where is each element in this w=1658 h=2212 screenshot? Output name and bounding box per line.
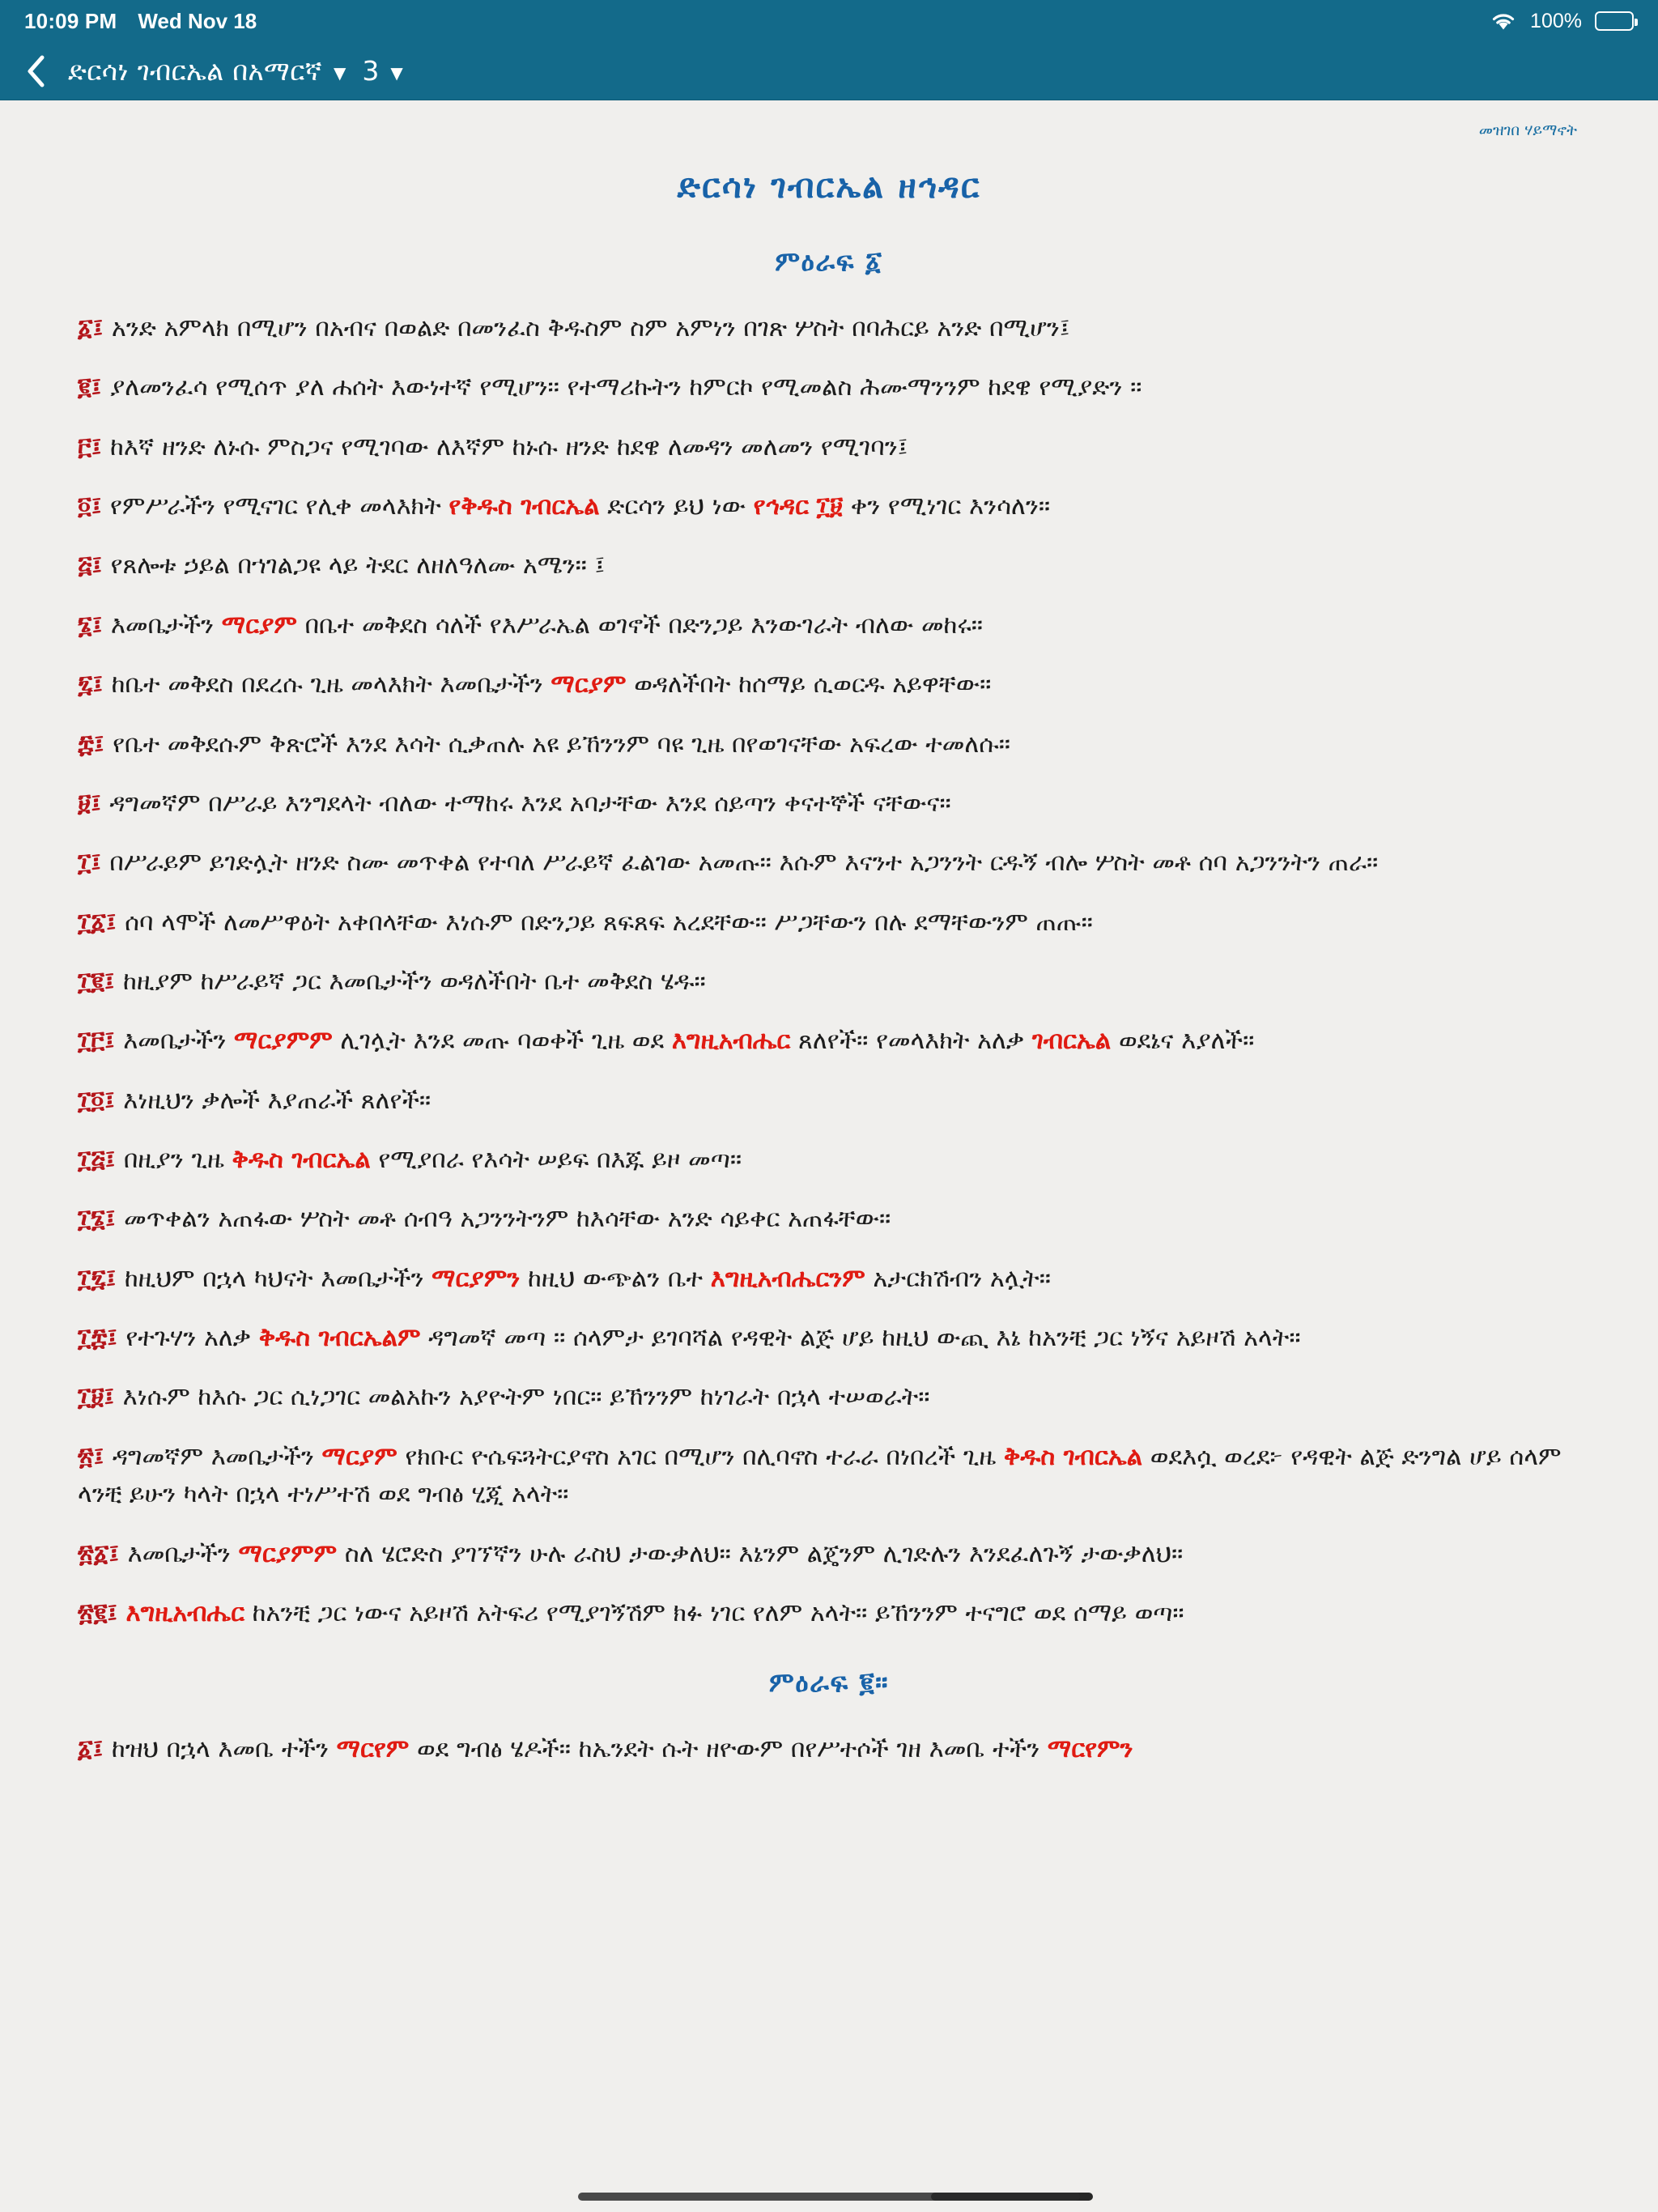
highlighted-term: እግዚአብሔር	[671, 1027, 791, 1056]
verse-paragraph	[78, 488, 1580, 525]
nav-title[interactable]: ድርሳነ ገብርኤል በአማርኛ	[68, 54, 322, 87]
verse-text: ከዚህም በኋላ ካህናት እመቤታችን ማርያምን ከዚህ ውጭልን ቤተ እግዚአብሔርንም አታርክሽብን አሏት።	[124, 1264, 1051, 1293]
status-bar	[0, 0, 1658, 42]
verse-paragraph	[78, 1142, 1580, 1179]
verse-paragraph	[78, 1083, 1580, 1120]
verse-paragraph	[78, 666, 1580, 704]
verse-paragraph	[78, 607, 1580, 644]
verse-text: እግዚአብሔር ከአንቺ ጋር ነውና አይዞሽ አትፍሪ የሚያገኝሽም ክፉ ነገር የለም አላት። ይኸንንም ተናግሮ ወደ ሰማይ ወጣ።	[125, 1598, 1184, 1627]
highlighted-term: የቅዱስ ገብርኤል	[449, 492, 600, 521]
page-number[interactable]: 3	[362, 55, 380, 87]
document-page	[0, 100, 1658, 1769]
verse-text: ሰባ ላሞች ለመሥዋዕት አቀበላቸው እነሱም በድንጋይ ጸፍጸፍ አረደቸው። ሥጋቸውን በሉ ደማቸውንም ጠጡ።	[125, 908, 1093, 937]
verse-number: ፲፪፤	[78, 967, 124, 996]
verse-paragraph	[78, 904, 1580, 942]
back-button[interactable]	[23, 50, 50, 92]
document-body	[78, 245, 1580, 1769]
verse-paragraph	[78, 1201, 1580, 1238]
verse-number: ፯፤	[78, 670, 112, 700]
status-time: 10:09 PM	[24, 8, 117, 33]
verse-number: ፭፤	[78, 551, 111, 581]
section-heading: ምዕራፍ ፪።	[768, 1666, 890, 1699]
document-title: ድርሳነ ገብርኤል ዘኅዳር	[677, 167, 981, 206]
verse-text: የጸሎቱ ኃይል በኀገልጋዩ ላይ ትደር ለዘለዓለሙ አሜን። ፤	[110, 551, 606, 581]
highlighted-term: የኅዳር	[753, 492, 809, 521]
verse-text: ያለመንፈሳ የሚሰጥ ያለ ሐሰት እውነተኛ የሚሆን፡፡ የተማሪኩትን ከምርኮ የሚመልስ ሕሙማንንም ከደዌ የሚያድን ፡፡	[109, 373, 1142, 402]
header-note: መዝገበ ሃይማኖት	[1478, 121, 1577, 139]
verse-paragraph	[78, 963, 1580, 1001]
highlighted-term: ማርያምን	[432, 1264, 521, 1293]
verse-number: ፲፯፤	[78, 1264, 125, 1293]
verse-number: ፲፬፤	[78, 1086, 124, 1115]
verse-paragraph	[78, 369, 1580, 406]
highlighted-term: ቅዱስ ገብርኤል	[1003, 1442, 1143, 1471]
verse-number: ፲፰፤	[78, 1324, 126, 1353]
verse-paragraph	[78, 1320, 1580, 1357]
verse-number: ፬፤	[78, 492, 110, 521]
verse-paragraph	[78, 1261, 1580, 1298]
verse-number: ፰፤	[78, 730, 113, 759]
highlighted-term: ማርያም	[221, 610, 297, 640]
highlighted-term: ማርያም	[321, 1442, 397, 1471]
highlighted-term: ቅዱስ ገብርኤል	[232, 1146, 371, 1175]
chevron-down-icon-page[interactable]: ▼	[390, 62, 403, 83]
verse-text: እመቤታችን ማርያም በቤተ መቅደስ ሳለች የእሥራኤል ወገኖች በድንጋይ እንውገራት ብለው መከሩ።	[110, 610, 983, 640]
verse-number: ፳፤	[78, 1442, 113, 1471]
highlighted-term: ማርየም	[336, 1735, 410, 1764]
verse-text: የቤተ መቅደሱም ቅጽሮች እንደ እሳት ሲቃጠሉ አዩ ይኸንንም ባዩ ጊዜ በየወገናቸው አፍረው ተመለሱ።	[113, 730, 1010, 759]
highlighted-term: ማርያምም	[238, 1539, 338, 1568]
highlighted-term: እግዚአብሔርንም	[710, 1264, 865, 1293]
verse-number: ፳፩፤	[78, 1539, 128, 1568]
status-date: Wed Nov 18	[138, 8, 257, 33]
verse-text: እነዚህን ቃሎች እያጠራች ጸለየች።	[123, 1086, 432, 1115]
verse-text: መጥቀልን አጠፋው ሦስት መቶ ሰብዓ አጋንንትንም ከእሳቸው አንድ ሳይቀር አጠፋቸው።	[124, 1205, 891, 1234]
verse-number: ፩፤	[78, 314, 112, 342]
nav-bar	[0, 42, 1658, 100]
verse-text: እመቤታችን ማርያምም ሊገሏት እንደ መጡ ባወቀች ጊዜ ወደ እግዚአብሔር ጸለየች። የመላእክት አለቃ ገብርኤል ወደኔና እያለች።	[123, 1027, 1255, 1056]
verse-number: ፲፩፤	[78, 908, 125, 937]
verse-number: ፳፪፤	[78, 1598, 126, 1627]
verse-text: በዚያን ጊዜ ቅዱስ ገብርኤል የሚያበራ የእሳት ሠይፍ በእጁ ይዞ መጣ።	[123, 1146, 742, 1175]
verse-number: ፲፫፤	[78, 1027, 124, 1056]
verse-number: ፲፱፤	[78, 1383, 123, 1412]
verse-text: እመቤታችን ማርያምም ስለ ሄሮድስ ያገኘኛን ሁሉ ራስህ ታውቃለህ። እኔንም ልጄንም ሊገድሉን እንደፈለጉኝ ታውቃለህ።	[127, 1539, 1184, 1568]
highlighted-term: ማርያምም	[234, 1027, 333, 1056]
verse-text: የተጉሃን አለቃ ቅዱስ ገብርኤልም ዳግመኛ መጣ ፡፡ ሰላምታ ይገባሻል የዳዊት ልጅ ሆይ ከዚህ ውጪ እኔ ከአንቺ ጋር ነኝና አይዞሽ አላት።	[125, 1324, 1301, 1353]
verse-number: ፩፤	[78, 1735, 112, 1764]
verse-paragraph	[78, 1536, 1580, 1573]
home-indicator	[578, 2193, 1080, 2201]
verse-paragraph	[78, 1595, 1580, 1632]
verse-text: እነሱም ከእሱ ጋር ሲነጋገር መልአኩን አያዮትም ነበር። ይኸንንም ከነገራት በኋላ ተሠወራት።	[122, 1383, 930, 1412]
verse-paragraph	[78, 429, 1580, 466]
highlighted-term: ማርየምን	[1047, 1735, 1133, 1764]
verse-number: ፪፤	[78, 373, 110, 402]
verse-number: ፲፭፤	[78, 1146, 124, 1175]
verse-paragraph	[78, 547, 1580, 585]
verse-text: የምሥራችን የሚናገር የሊቀ መላእክት የቅዱስ ገብርኤል ድርሳን ይህ ነው የኅዳር ፲፱ ቀን የሚነገር እንሳለን።	[110, 492, 1051, 521]
highlighted-term: ማርያም	[551, 670, 627, 700]
verse-number: ፱፤	[78, 789, 110, 818]
verse-paragraph	[78, 310, 1580, 347]
verse-number: ፲፮፤	[78, 1205, 125, 1234]
highlighted-term: ፲፱	[816, 492, 844, 521]
verse-number: ፮፤	[78, 610, 111, 640]
verse-paragraph	[78, 726, 1580, 764]
verse-text: ከዝህ በኋላ እመቤ ተችን ማርየም ወደ ግብፅ ሄዶች። ከኤንደት ሱት ዘዮውም በየሥተሶች ገዘ እመቤ ተችን ማርየምን	[111, 1735, 1133, 1764]
highlighted-term: ገብርኤል	[1031, 1027, 1112, 1056]
wifi-icon	[1490, 11, 1517, 32]
verse-text: በሥራይም ይገድሏት ዘንድ ስሙ መጥቀል የተባለ ሥራይኛ ፈልገው አመጡ። እሱም እናንተ አጋንንት ርዱኝ ብሎ ሦስት መቶ ሰባ አጋንንትን ጠራ።	[109, 849, 1379, 878]
verse-number: ፫፤	[78, 432, 110, 462]
highlighted-term: እግዚአብሔር	[125, 1598, 244, 1627]
verse-text: አንድ አምላክ በሚሆን በአብና በወልድ በመንፈስ ቅዱስም ስም አምነን በገጽ ሦስት በባሕርይ አንድ በሚሆን፤	[111, 314, 1070, 342]
section-heading: ምዕራፍ ፩	[775, 245, 883, 277]
verse-paragraph	[78, 844, 1580, 882]
verse-paragraph	[78, 1731, 1580, 1768]
verse-text: ከዚያም ከሥራይኛ ጋር እመቤታችን ወዳለችበት ቤተ መቅደስ ሄዱ።	[123, 967, 706, 996]
document-scroll-area[interactable]	[0, 100, 1658, 2212]
verse-number: ፲፤	[78, 849, 110, 878]
highlighted-term: ቅዱስ ገብርኤልም	[258, 1324, 421, 1353]
verse-paragraph	[78, 1023, 1580, 1060]
verse-paragraph	[78, 1379, 1580, 1416]
verse-paragraph	[78, 785, 1580, 823]
verse-text: ዳግመኛም እመቤታችን ማርያም የክቡር ዮሴፍጓትርያኖስ አገር በሚሆን በሊባኖስ ተራራ በነበረች ጊዜ ቅዱስ ገብርኤል ወደእሷ ወረደ፦ የዳዊት ልጅ ድንግል ሆይ ሰላም ላንቺ ይሁን ካላት በኋላ ተነሥተሽ ወደ ግብፅ ሂጂ አላት።	[78, 1442, 1562, 1509]
verse-text: ከእኛ ዘንድ ለኑሱ ምስጋና የሚገባው ለእኛም ከኑሱ ዘንድ ከደዌ ለመዳን መለመን የሚገባን፤	[110, 432, 908, 462]
verse-paragraph	[78, 1439, 1580, 1514]
battery-percent: 100%	[1530, 9, 1582, 32]
status-bar-right	[1490, 10, 1634, 33]
verse-text: ከቤተ መቅደስ በደረሱ ጊዜ መላእክት እመቤታችን ማርያም ወዳለችበት ከሰማይ ሲወርዱ አይዋቸው።	[111, 670, 992, 700]
status-bar-left	[24, 9, 257, 34]
chevron-down-icon-title[interactable]: ▼	[333, 62, 346, 83]
verse-text: ዳግመኛም በሥራይ እንግደላት ብለው ተማከሩ እንደ አባታቸው እንደ ሰይጣን ቀናተኞች ናቸውና።	[109, 789, 951, 818]
battery-full-icon	[1595, 11, 1634, 31]
